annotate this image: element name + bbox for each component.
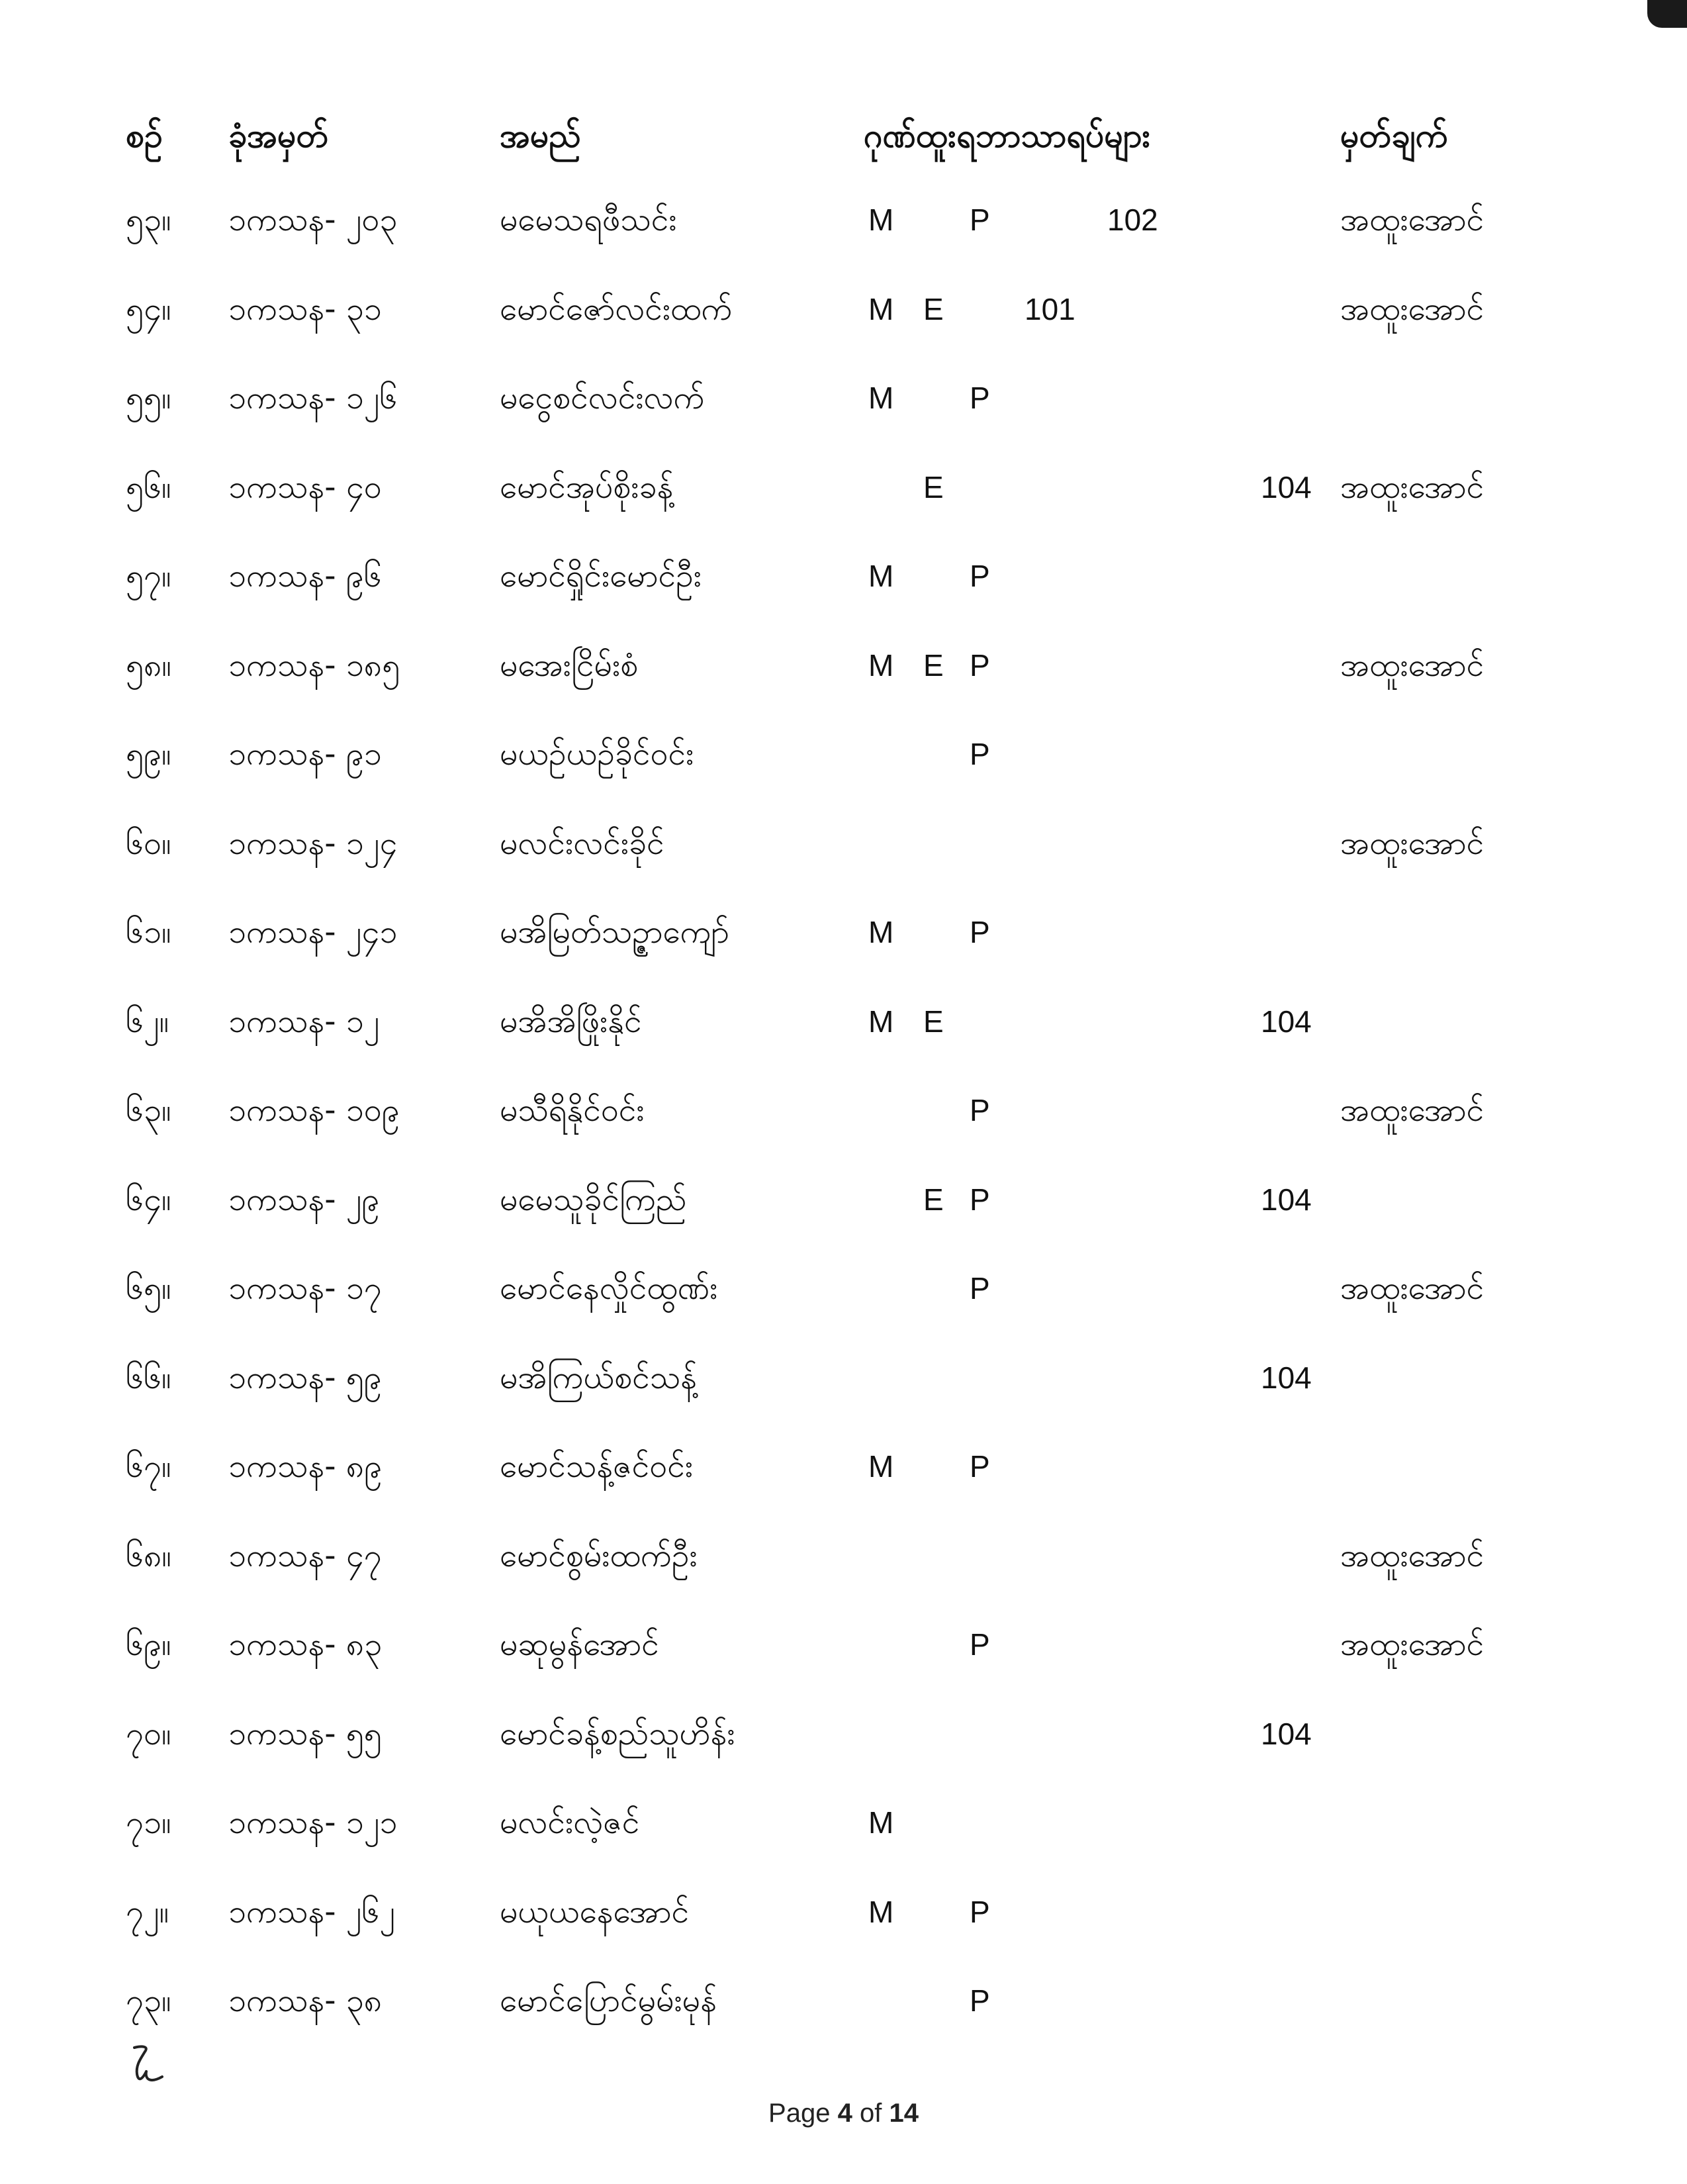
row-seat-number: ၁ကသန- ၈၃ xyxy=(228,1626,383,1663)
row-seat-number: ၁ကသန- ၁၂၁ xyxy=(228,1804,398,1841)
row-student-name: မအိမြတ်သဉ္ဇာကျော် xyxy=(500,914,729,951)
row-seat-number: ၁ကသန- ၄၀ xyxy=(228,469,382,506)
table-row xyxy=(0,1433,1687,1499)
row-student-name: မအေးငြိမ်းစံ xyxy=(500,647,639,684)
row-remark: အထူးအောင် xyxy=(1340,1092,1484,1129)
row-subject-m: M xyxy=(868,381,894,415)
row-seat-number: ၁ကသန- ၂၀၃ xyxy=(228,201,398,238)
table-row xyxy=(0,1523,1687,1589)
header-serial-number: စဥ် xyxy=(126,117,163,155)
row-code-104: 104 xyxy=(1261,1182,1312,1217)
row-code-104: 104 xyxy=(1261,1360,1312,1395)
scan-corner-mark xyxy=(1647,0,1687,28)
row-code-101: 101 xyxy=(1025,292,1075,326)
row-subject-p: P xyxy=(970,915,990,949)
row-student-name: မမေသရဖီသင်း xyxy=(500,201,677,238)
row-seat-number: ၁ကသန- ၅၅ xyxy=(228,1715,382,1752)
row-subject-p: P xyxy=(970,203,990,237)
table-row xyxy=(0,187,1687,253)
row-student-name: မမေသူခိုင်ကြည် xyxy=(500,1181,687,1218)
row-seat-number: ၁ကသန- ၉၁ xyxy=(228,736,382,773)
page-total: 14 xyxy=(889,2099,919,2128)
row-serial-number: ၇၁။ xyxy=(126,1804,171,1841)
row-remark: အထူးအောင် xyxy=(1340,1626,1484,1663)
header-remarks: မှတ်ချက် xyxy=(1340,117,1448,155)
row-remark: အထူးအောင် xyxy=(1340,825,1484,862)
row-serial-number: ၅၃။ xyxy=(126,201,171,238)
table-row xyxy=(0,899,1687,965)
row-student-name: မောင်ဇော်လင်းထက် xyxy=(500,291,733,328)
table-row xyxy=(0,543,1687,609)
row-serial-number: ၆၈။ xyxy=(126,1537,171,1574)
row-subject-e: E xyxy=(923,1004,944,1039)
table-row xyxy=(0,810,1687,877)
row-subject-p: P xyxy=(970,1182,990,1217)
row-serial-number: ၆၁။ xyxy=(126,914,171,951)
row-subject-p: P xyxy=(970,737,990,771)
row-student-name: မောင်နေလှိုင်ထွဏ်း xyxy=(500,1270,718,1307)
row-student-name: မဆုမွန်အောင် xyxy=(500,1626,659,1663)
page-current: 4 xyxy=(837,2099,852,2128)
row-seat-number: ၁ကသန- ၁၂ xyxy=(228,1003,380,1040)
row-serial-number: ၆၄။ xyxy=(126,1181,171,1218)
table-row xyxy=(0,365,1687,431)
row-serial-number: ၆၉။ xyxy=(126,1626,171,1663)
page-of: of xyxy=(859,2099,882,2128)
table-row xyxy=(0,1789,1687,1856)
row-serial-number: ၅၉။ xyxy=(126,736,171,773)
row-student-name: မောင်အုပ်စိုးခန့် xyxy=(500,469,674,506)
row-subject-e: E xyxy=(923,648,944,683)
row-subject-p: P xyxy=(970,648,990,683)
row-subject-m: M xyxy=(868,648,894,683)
table-row xyxy=(0,1879,1687,1945)
table-row xyxy=(0,276,1687,342)
row-seat-number: ၁ကသန- ၄၇ xyxy=(228,1537,382,1574)
row-subject-m: M xyxy=(868,203,894,237)
row-subject-p: P xyxy=(970,1895,990,1929)
row-remark: အထူးအောင် xyxy=(1340,291,1484,328)
row-subject-m: M xyxy=(868,915,894,949)
row-seat-number: ၁ကသန- ၁၂၆ xyxy=(228,379,398,416)
row-seat-number: ၁ကသန- ၁၈၅ xyxy=(228,647,400,684)
row-subject-m: M xyxy=(868,1004,894,1039)
row-student-name: မသီရိနိုင်ဝင်း xyxy=(500,1092,645,1129)
row-student-name: မောင်သန့်ဇင်ဝင်း xyxy=(500,1448,694,1485)
table-row xyxy=(0,1166,1687,1233)
row-student-name: မောင်ပြောင်မွမ်းမုန် xyxy=(500,1982,717,2019)
row-subject-p: P xyxy=(970,1093,990,1127)
row-subject-m: M xyxy=(868,1805,894,1840)
handwritten-initials xyxy=(122,2042,175,2095)
row-seat-number: ၁ကသန- ၂၉ xyxy=(228,1181,380,1218)
row-subject-p: P xyxy=(970,1271,990,1306)
row-seat-number: ၁ကသန- ၂၆၂ xyxy=(228,1893,395,1930)
table-row xyxy=(0,1968,1687,2034)
row-subject-p: P xyxy=(970,1983,990,2018)
row-subject-m: M xyxy=(868,1895,894,1929)
row-remark: အထူးအောင် xyxy=(1340,1270,1484,1307)
row-seat-number: ၁ကသန- ၅၉ xyxy=(228,1359,382,1396)
page-footer xyxy=(0,2099,1687,2128)
table-row xyxy=(0,1611,1687,1678)
table-row xyxy=(0,632,1687,698)
row-subject-p: P xyxy=(970,381,990,415)
table-row xyxy=(0,988,1687,1055)
row-code-104: 104 xyxy=(1261,470,1312,504)
row-serial-number: ၆၇။ xyxy=(126,1448,171,1485)
row-subject-e: E xyxy=(923,470,944,504)
row-remark: အထူးအောင် xyxy=(1340,201,1484,238)
table-row xyxy=(0,1077,1687,1143)
row-remark: အထူးအောင် xyxy=(1340,647,1484,684)
row-subject-e: E xyxy=(923,1182,944,1217)
table-row xyxy=(0,1255,1687,1321)
table-row xyxy=(0,1345,1687,1411)
header-seat-number: ခုံအမှတ် xyxy=(228,117,329,155)
row-subject-m: M xyxy=(868,559,894,593)
row-serial-number: ၇၂။ xyxy=(126,1893,169,1930)
row-student-name: မလင်းလဲ့ဇင် xyxy=(500,1804,640,1841)
row-subject-p: P xyxy=(970,1449,990,1484)
row-student-name: မယုယနေအောင် xyxy=(500,1893,690,1930)
row-serial-number: ၅၈။ xyxy=(126,647,171,684)
row-subject-m: M xyxy=(868,292,894,326)
row-student-name: မအိကြယ်စင်သန့် xyxy=(500,1359,697,1396)
row-seat-number: ၁ကသန- ၃၁ xyxy=(228,291,382,328)
row-code-104: 104 xyxy=(1261,1004,1312,1039)
row-subject-p: P xyxy=(970,559,990,593)
table-row xyxy=(0,1701,1687,1767)
row-serial-number: ၅၅။ xyxy=(126,379,171,416)
row-serial-number: ၆၂။ xyxy=(126,1003,169,1040)
row-remark: အထူးအောင် xyxy=(1340,1537,1484,1574)
row-serial-number: ၅၄။ xyxy=(126,291,171,328)
page-word: Page xyxy=(768,2099,831,2128)
row-subject-p: P xyxy=(970,1627,990,1662)
header-name: အမည် xyxy=(500,117,581,155)
row-student-name: မလင်းလင်းခိုင် xyxy=(500,825,664,862)
row-subject-e: E xyxy=(923,292,944,326)
table-row xyxy=(0,721,1687,787)
table-row xyxy=(0,454,1687,520)
row-subject-m: M xyxy=(868,1449,894,1484)
row-student-name: မောင်ရှိုင်းမောင်ဦး xyxy=(500,557,702,594)
row-seat-number: ၁ကသန- ၁၇ xyxy=(228,1270,382,1307)
table-header xyxy=(0,103,1687,169)
row-seat-number: ၁ကသန- ၉၆ xyxy=(228,557,382,594)
row-code-102: 102 xyxy=(1107,203,1158,237)
row-remark: အထူးအောင် xyxy=(1340,469,1484,506)
row-serial-number: ၅၆။ xyxy=(126,469,171,506)
row-serial-number: ၅၇။ xyxy=(126,557,171,594)
row-seat-number: ၁ကသန- ၂၄၁ xyxy=(228,914,398,951)
row-seat-number: ၁ကသန- ၁၂၄ xyxy=(228,825,398,862)
row-serial-number: ၆၀။ xyxy=(126,825,171,862)
row-student-name: မအိအိဖြိုးနိုင် xyxy=(500,1003,642,1040)
row-serial-number: ၆၃။ xyxy=(126,1092,171,1129)
row-student-name: မငွေစင်လင်းလက် xyxy=(500,379,705,416)
row-serial-number: ၆၆။ xyxy=(126,1359,171,1396)
row-student-name: မောင်ခန့်စည်သူဟိန်း xyxy=(500,1715,735,1752)
row-student-name: မယဉ်ယဉ်ခိုင်ဝင်း xyxy=(500,736,694,773)
row-serial-number: ၆၅။ xyxy=(126,1270,171,1307)
row-seat-number: ၁ကသန- ၈၉ xyxy=(228,1448,383,1485)
row-seat-number: ၁ကသန- ၁၀၉ xyxy=(228,1092,400,1129)
row-student-name: မောင်စွမ်းထက်ဦး xyxy=(500,1537,698,1574)
row-seat-number: ၁ကသန- ၃၈ xyxy=(228,1982,383,2019)
header-distinction-subjects: ဂုဏ်ထူးရဘာသာရပ်များ xyxy=(864,117,1151,155)
row-code-104: 104 xyxy=(1261,1717,1312,1751)
row-serial-number: ၇၀။ xyxy=(126,1715,171,1752)
row-serial-number: ၇၃။ xyxy=(126,1982,171,2019)
